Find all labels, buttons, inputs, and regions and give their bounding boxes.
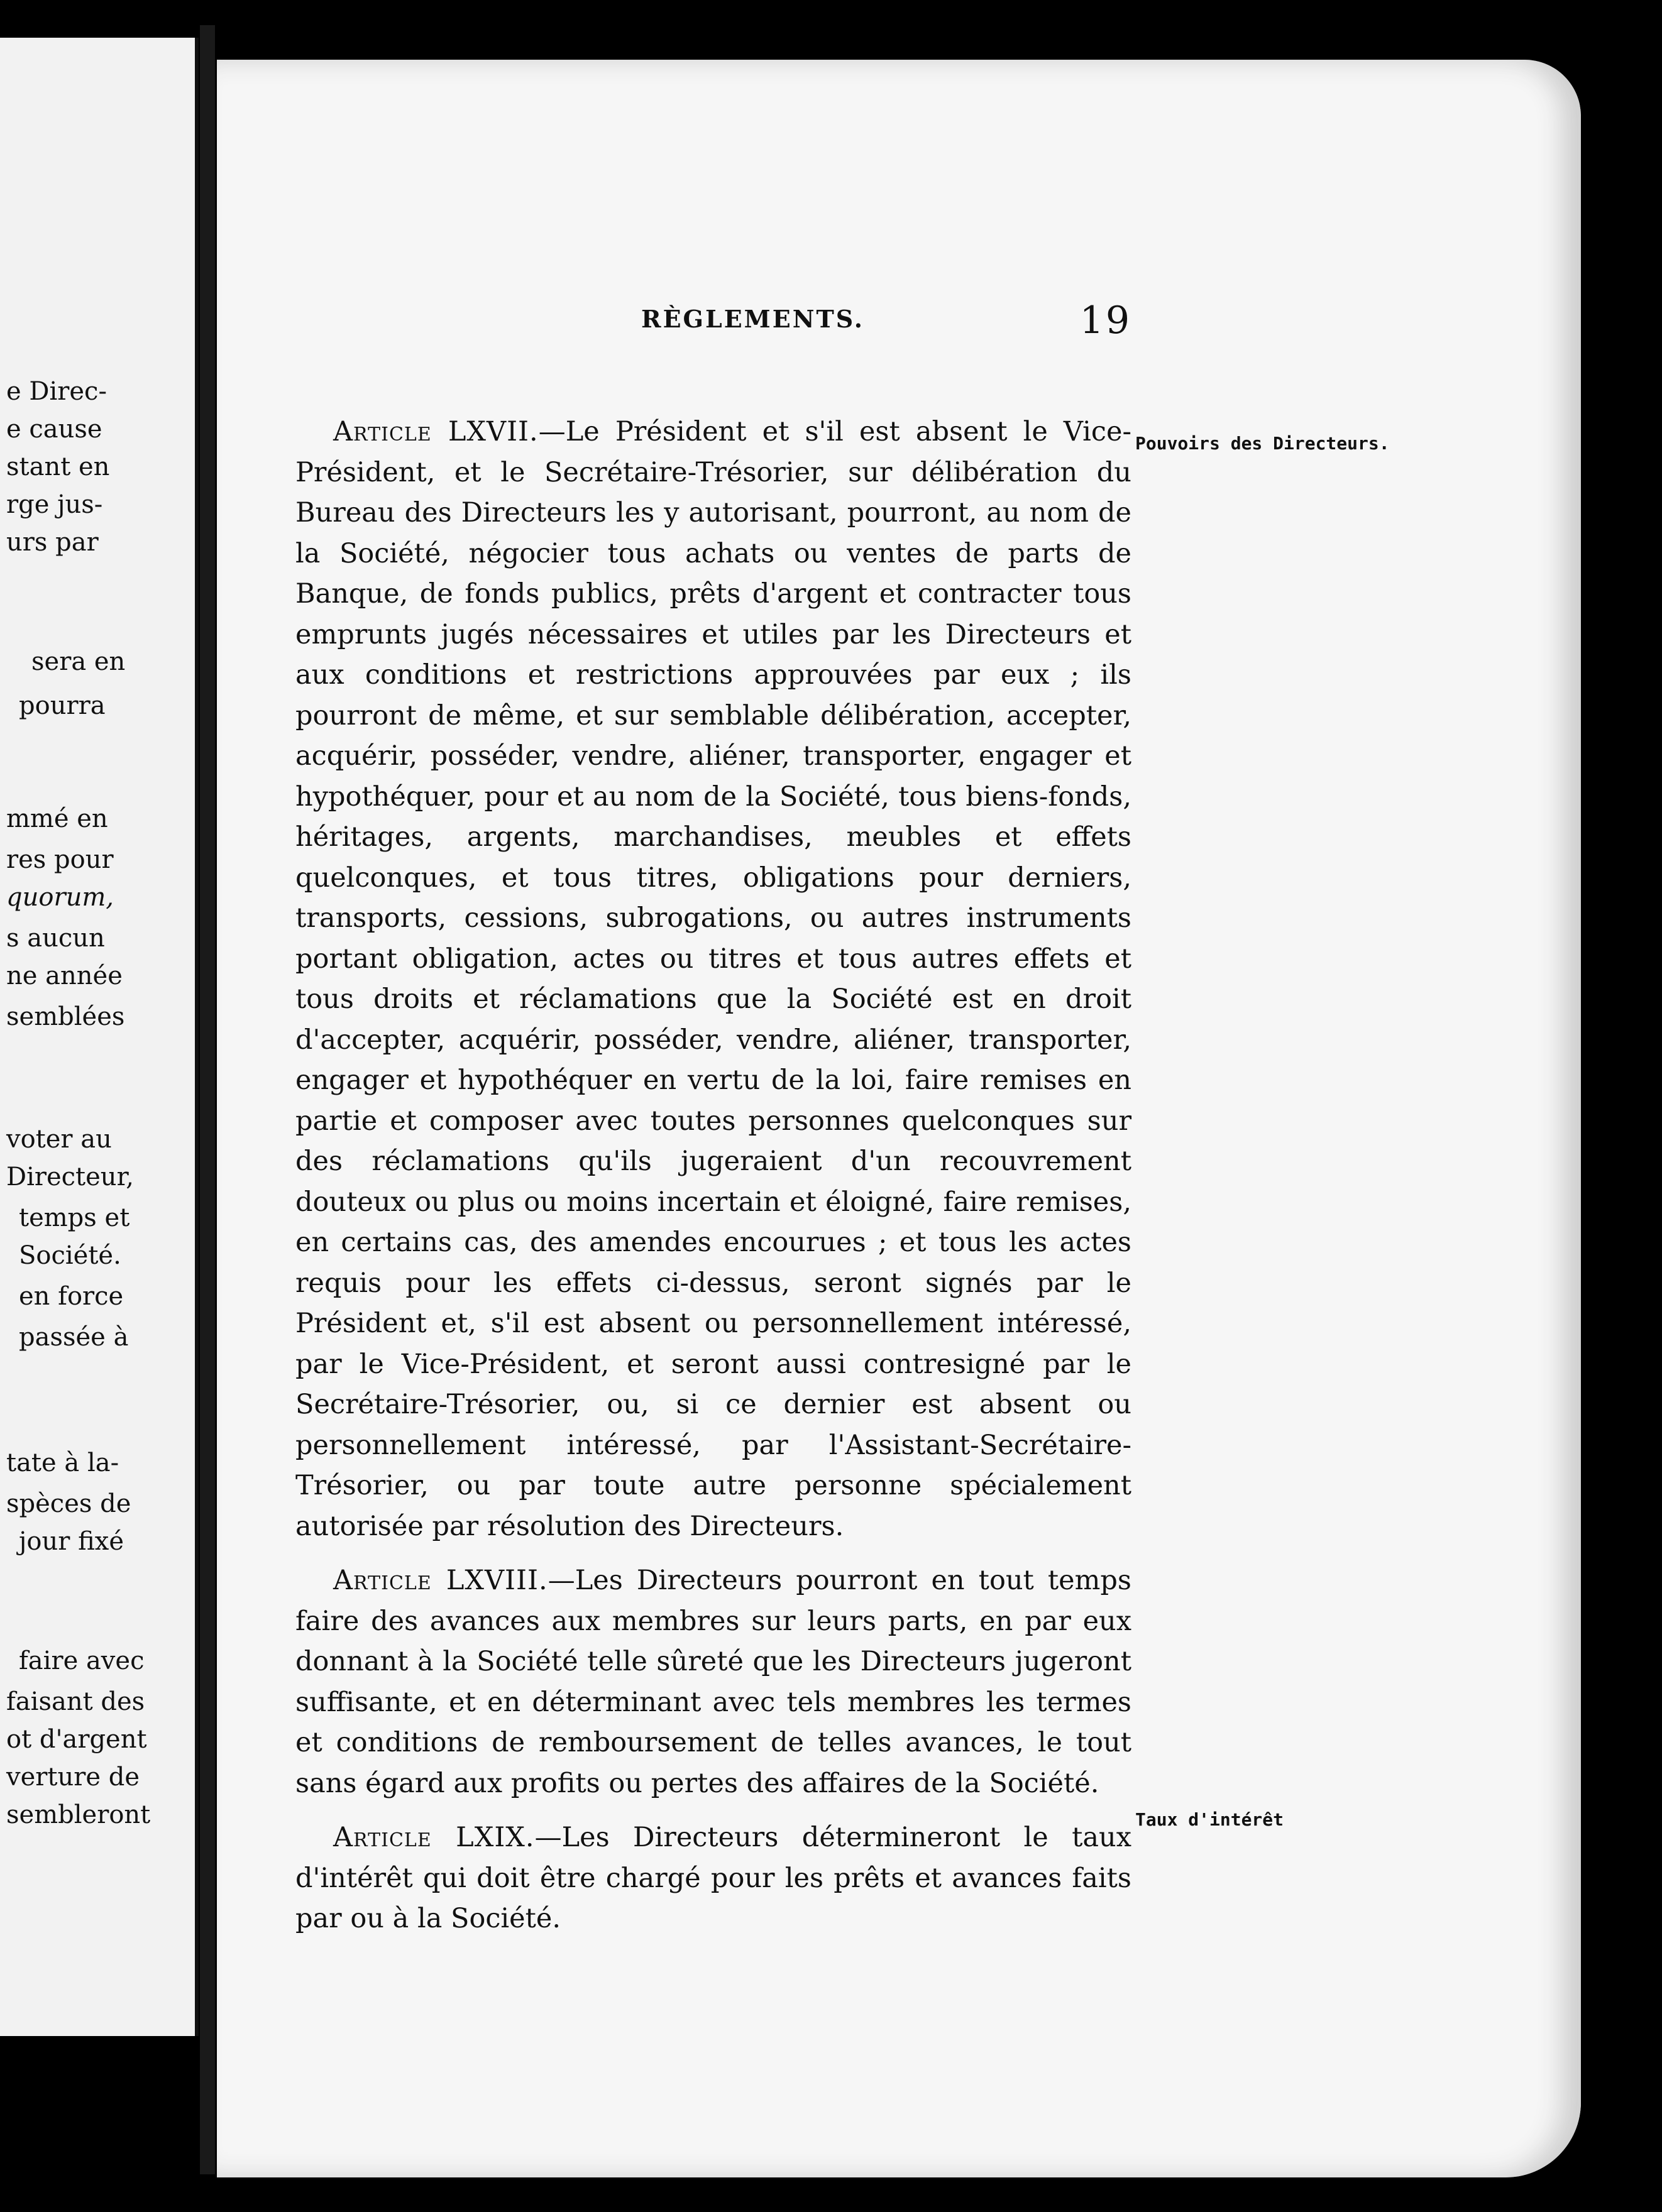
left-fragment: spèces de bbox=[6, 1489, 131, 1518]
left-fragment: stant en bbox=[6, 452, 110, 481]
article-lxviii bbox=[295, 1560, 1131, 1804]
left-fragment: Société. bbox=[19, 1241, 121, 1270]
left-fragment: e Direc- bbox=[6, 377, 107, 406]
book-gutter bbox=[200, 25, 215, 2174]
article-lxix bbox=[295, 1817, 1131, 1939]
document-body bbox=[295, 412, 1131, 1939]
left-fragment: ne année bbox=[6, 961, 123, 990]
left-fragment: faire avec bbox=[19, 1646, 145, 1675]
left-fragment: voter au bbox=[6, 1125, 112, 1154]
article-label: Article LXVII. bbox=[333, 416, 539, 447]
running-title: RÈGLEMENTS. bbox=[641, 305, 865, 333]
left-fragment: tate à la- bbox=[6, 1448, 119, 1477]
left-fragment: temps et bbox=[19, 1203, 130, 1232]
left-fragment: passée à bbox=[19, 1323, 129, 1352]
left-fragment: Directeur, bbox=[6, 1163, 135, 1191]
scan-speck bbox=[1276, 13, 1286, 29]
left-fragment: verture de bbox=[6, 1763, 140, 1792]
article-text: —Le Président et s'il est absent le Vice-Président, et le Secrétaire-Trésorier, sur délibération du Bureau des Directeurs les y autorisant, pourront, au nom de la Société, négocier tous achats ou ventes de parts de Banque, de fonds publics, prêts d'argent et contracter tous emprunts jugés nécessaires et utiles par les Directeurs et aux conditions et restrictions approuvées par eux ; ils pourront de même, et sur semblable délibération, accepter, acquérir, posséder, vendre, aliéner, transporter, engager et hypothéquer, pour et au nom de la Société, tous biens-fonds, héritages, argents, marchandises, meubles et effets quelconques, et tous titres, obligations pour derniers, transports, cessions, subrogations, ou autres instruments portant obligation, actes ou titres et tous autres effets et tous droits et réclamations que la Société est en droit d'accepter, acquérir, posséder, vendre, aliéner, transporter, engager et hypothéquer en vertu de la loi, faire remises en partie et composer avec toutes personnes quelconques sur des réclamations qu'ils jugeraient d'un recouvrement douteux ou plus ou moins incertain et éloigné, faire remises, en certains cas, des amendes encourues ; et tous les actes requis pour les effets ci-dessus, seront signés par le Président et, s'il est absent ou personnellement intéressé, par le Vice-Président, et seront aussi contresigné par le Secrétaire-Trésorier, ou, si ce dernier est absent ou personnellement intéressé, par l'Assistant-Secrétaire-Trésorier, ou par toute autre personne spécialement autorisée par résolution des Directeurs. bbox=[295, 416, 1131, 1542]
page-number: 19 bbox=[1079, 298, 1131, 342]
left-fragment: rge jus- bbox=[6, 490, 103, 519]
article-text: —Les Directeurs détermineront le taux d'intérêt qui doit être chargé pour les prêts et avances faits par ou à la Société. bbox=[295, 1822, 1132, 1934]
left-fragment: e cause bbox=[6, 415, 102, 444]
left-fragment: faisant des bbox=[6, 1687, 145, 1716]
left-fragment: pourra bbox=[19, 691, 106, 720]
scan-speck bbox=[1593, 1150, 1612, 1188]
left-fragment: semblées bbox=[6, 1002, 125, 1031]
left-fragment: mmé en bbox=[6, 804, 108, 833]
left-fragment: ot d'argent bbox=[6, 1725, 147, 1754]
article-label: Article LXIX. bbox=[333, 1822, 535, 1853]
left-fragment: res pour bbox=[6, 845, 114, 874]
left-fragment: en force bbox=[19, 1282, 124, 1311]
margin-note-pouvoirs: Pouvoirs des Directeurs. bbox=[1135, 433, 1390, 454]
scan-speck bbox=[1619, 1225, 1630, 1243]
article-text: —Les Directeurs pourront en tout temps faire des avances aux membres sur leurs parts, en par eux donnant à la Société telle sûreté que les Directeurs jugeront suffisante, et en déterminant avec tels membres les termes et conditions de remboursement de telles avances, le tout sans égard aux profits ou pertes des affaires de la Société. bbox=[295, 1565, 1131, 1799]
left-fragment: urs par bbox=[6, 528, 99, 557]
left-fragment: sera en bbox=[31, 647, 126, 676]
scan-speck bbox=[1383, 22, 1390, 32]
article-lxvii bbox=[295, 412, 1131, 1547]
left-fragment: jour fixé bbox=[19, 1527, 124, 1556]
left-fragment: sembleront bbox=[6, 1800, 151, 1829]
margin-note-taux: Taux d'intérêt bbox=[1135, 1809, 1284, 1830]
left-fragment: quorum, bbox=[6, 883, 114, 912]
article-label: Article LXVIII. bbox=[333, 1565, 548, 1596]
left-page bbox=[0, 38, 199, 2036]
left-fragment: s aucun bbox=[6, 924, 105, 953]
